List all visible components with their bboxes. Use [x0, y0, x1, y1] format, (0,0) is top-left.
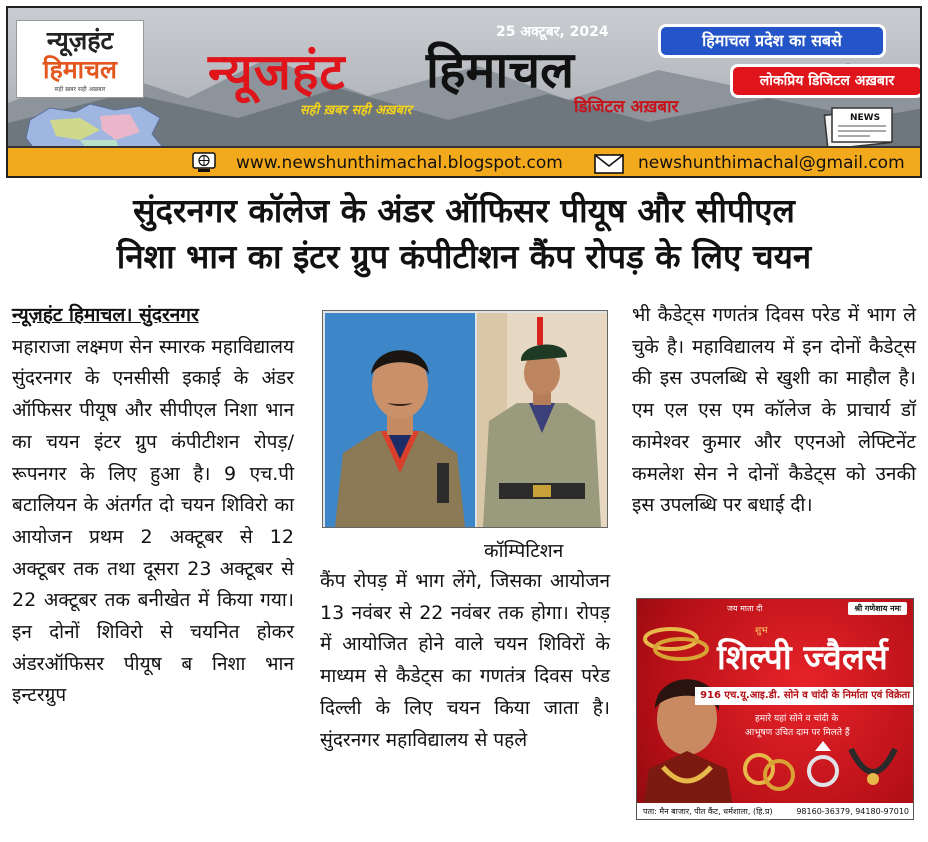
svg-text:NEWS: NEWS — [850, 113, 881, 123]
mail-icon — [594, 154, 624, 174]
website-link[interactable]: www.newshunthimachal.blogspot.com — [236, 153, 563, 173]
logo-tagline: सही ख़बर सही अख़बार — [54, 86, 106, 93]
ad-hallmark-strip: 916 एच.यू.आइ.डी. सोने व चांदी के निर्माता एवं विक्रेता — [695, 687, 914, 705]
email-link[interactable]: newshunthimachal@gmail.com — [638, 153, 905, 173]
subtitle-digital: डिजिटल अख़बार — [574, 97, 679, 117]
jewellers-advertisement[interactable] — [636, 598, 914, 820]
title-newshunt: न्यूजहंट — [208, 43, 346, 101]
logo-line2: हिमाचल — [42, 55, 117, 84]
promo-pill-red: लोकप्रिय डिजिटल अख़बार — [730, 64, 922, 98]
cadet-piyush-photo — [325, 313, 475, 527]
article-column-1 — [12, 300, 294, 712]
ad-shubh: शुभ — [755, 626, 768, 636]
contact-bar — [8, 146, 922, 178]
headline-line1: सुंदरनगर कॉलेज के अंडर ऑफिसर पीयूष और सीपीएल — [133, 191, 795, 230]
cadets-photo — [322, 310, 608, 528]
article-column-3 — [632, 300, 916, 522]
ad-footer — [637, 803, 914, 820]
globe-icon — [192, 152, 216, 174]
issue-date: 25 अक्टूबर, 2024 — [496, 24, 609, 40]
headline-line2: निशा भान का इंटर ग्रुप कंपीटीशन कैंप रोपड़ के लिए चयन — [116, 237, 812, 276]
byline: न्यूज़हंट हिमाचल। सुंदरनगर — [12, 304, 199, 326]
title-himachal: हिमाचल — [426, 41, 574, 99]
ad-address: पता: मैन बाजार, पीत कैंट, धर्मशाला, (हि.प्र) — [643, 807, 773, 816]
ad-top-greeting: जय माता दी — [727, 604, 763, 613]
article-column-2 — [320, 566, 610, 756]
ad-line-1: हमारे यहां सोने व चांदी के — [755, 714, 839, 724]
column-2-heading: कॉम्पिटिशन — [484, 540, 564, 562]
cadet-nisha-photo — [477, 313, 607, 527]
logo-line1: न्यूज़हंट — [46, 26, 114, 55]
column-2-text: कैंप रोपड़ में भाग लेंगे, जिसका आयोजन 13 नवंबर से 22 नवंबर तक होगा। रोपड़ में आयोजित होने वाले चयन शिविरों के माध्यम से कैडेट्स का गणतंत्र दिवस परेड दिल्ली के लिए चयन किया जाता है। सुंदरनगर महाविद्यालय से पहले — [320, 570, 610, 751]
masthead — [6, 6, 922, 178]
ad-line-2: आभूषण उचित दाम पर मिलते हैं — [745, 728, 850, 738]
newspaper-icon — [820, 104, 900, 150]
promo-pill-blue: हिमाचल प्रदेश का सबसे — [658, 24, 886, 58]
logo[interactable] — [16, 20, 144, 98]
ad-store-name: शिल्पी ज्वैलर्स — [717, 638, 888, 678]
tagline: सही ख़बर सही अख़बार — [300, 103, 412, 118]
ad-phone[interactable]: 98160-36379, 94180-97010 — [796, 807, 909, 816]
column-3-text: भी कैडेट्स गणतंत्र दिवस परेड में भाग ले चुके है। महाविद्यालय में इन दोनों कैडेट्स की इस उपलब्धि से खुशी का माहौल है। एम एल एस एम कॉलेज के प्राचार्य डॉ कामेश्वर कुमार और एएनओ लेफ्टिनेंट कमलेश सेन ने दोनों कैडेट्स को उनकी इस उपलब्धि पर बधाई दी। — [632, 304, 916, 517]
article-headline — [8, 188, 920, 280]
column-1-text: महाराजा लक्ष्मण सेन स्मारक महाविद्यालय सुंदरनगर के एनसीसी इकाई के अंडर ऑफिसर पीयूष और सीपीएल निशा भान का चयन इंटर ग्रुप कंपीटीशन रोपड़/रूपनगर के लिए हुआ है। 9 एच.पी बटालियन के अंतर्गत दो चयन शिविरो का आयोजन प्रथम 2 अक्टूबर से 12 अक्टूबर तक तथा दूसरा 23 अक्टूबर से 22 अक्टूबर तक बनीखेत में किया गया। इन दोनों शिविरो से चयनित होकर अंडरऑफिसर पीयूष ब निशा भान इन्टरग्रुप — [12, 335, 294, 707]
ad-badge: श्री गणेशाय नमः — [848, 602, 907, 615]
